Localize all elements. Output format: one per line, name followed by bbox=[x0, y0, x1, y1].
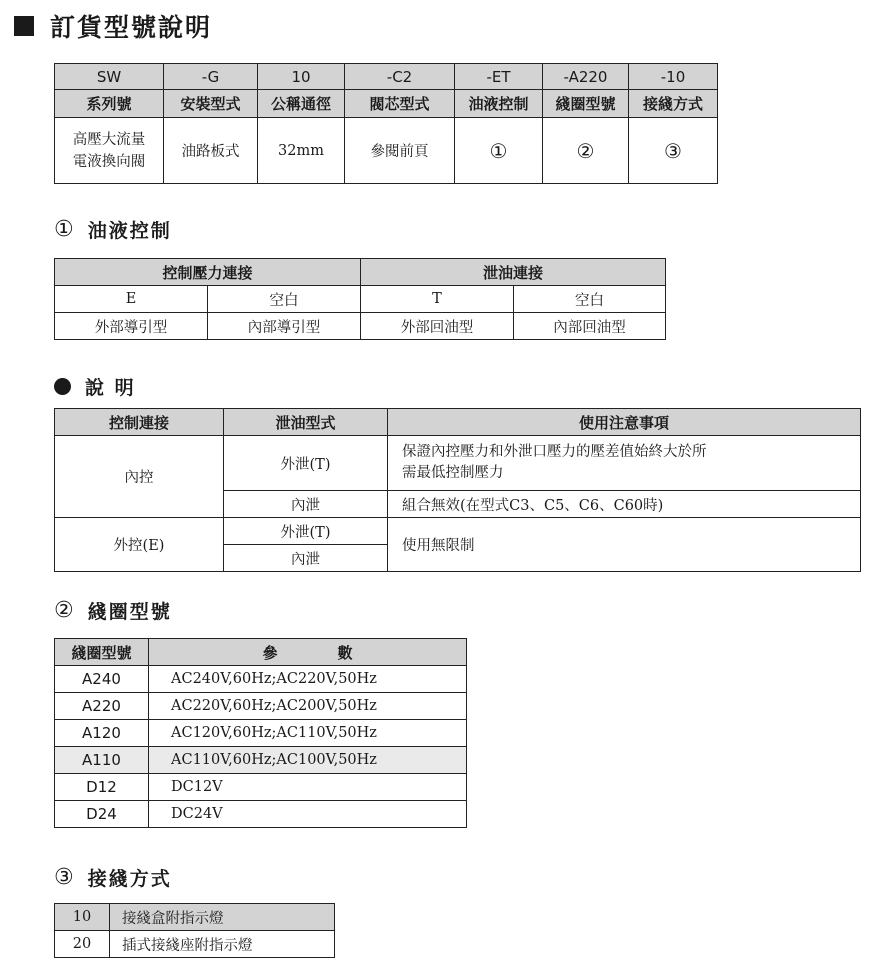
coil-table bbox=[54, 638, 467, 828]
section3-title: 接綫方式 bbox=[87, 868, 172, 890]
control-pressure-header: 控制壓力連接 bbox=[55, 259, 361, 286]
bullet-dot-icon bbox=[54, 378, 71, 395]
value-cell: ③ bbox=[629, 118, 718, 184]
value-cell: 參閱前頁 bbox=[345, 118, 455, 184]
oil-desc-cell: 內部導引型 bbox=[208, 313, 361, 340]
note-header-cell: 控制連接 bbox=[55, 409, 224, 436]
section2-heading bbox=[54, 597, 172, 624]
value-row bbox=[55, 118, 718, 184]
coil-param-cell: AC120V,60Hz;AC110V,50Hz bbox=[149, 720, 467, 747]
section3-marker: ③ bbox=[54, 865, 76, 890]
section1-marker: ① bbox=[54, 217, 76, 242]
coil-model-cell: A240 bbox=[55, 666, 149, 693]
external-control-cell: 外控(E) bbox=[55, 518, 224, 572]
name-cell: 安裝型式 bbox=[164, 90, 258, 118]
coil-model-cell: D24 bbox=[55, 801, 149, 828]
name-cell: 接綫方式 bbox=[629, 90, 718, 118]
coil-header-param: 參 數 bbox=[149, 639, 467, 666]
order-code-table bbox=[54, 63, 718, 184]
name-cell: 油液控制 bbox=[455, 90, 543, 118]
note-text-cell bbox=[388, 436, 861, 491]
code-cell: -G bbox=[164, 64, 258, 90]
page-title bbox=[14, 8, 212, 44]
value-cell: ① bbox=[455, 118, 543, 184]
section2-title: 綫圈型號 bbox=[87, 601, 172, 623]
note-header-cell: 使用注意事項 bbox=[388, 409, 861, 436]
value-line: 高壓大流量 bbox=[72, 131, 146, 148]
coil-param-cell: AC220V,60Hz;AC200V,50Hz bbox=[149, 693, 467, 720]
oil-desc-cell: 外部回油型 bbox=[361, 313, 514, 340]
coil-param-cell: AC240V,60Hz;AC220V,50Hz bbox=[149, 666, 467, 693]
table-row bbox=[55, 774, 467, 801]
name-cell: 公稱通徑 bbox=[258, 90, 345, 118]
value-cell bbox=[55, 118, 164, 184]
coil-param-cell: DC12V bbox=[149, 774, 467, 801]
square-bullet-icon bbox=[14, 16, 34, 36]
oil-code-cell: T bbox=[361, 286, 514, 313]
drain-type-cell: 內泄 bbox=[224, 491, 388, 518]
table-row bbox=[55, 931, 335, 958]
note-line: 需最低控制壓力 bbox=[402, 465, 504, 481]
table-row bbox=[55, 801, 467, 828]
note-text-cell: 組合無效(在型式C3、C5、C6、C60時) bbox=[388, 491, 861, 518]
oil-code-cell: 空白 bbox=[208, 286, 361, 313]
table-row bbox=[55, 904, 335, 931]
table-row bbox=[55, 693, 467, 720]
coil-model-cell: A120 bbox=[55, 720, 149, 747]
value-line: 電液換向閥 bbox=[72, 153, 146, 170]
oil-control-table bbox=[54, 258, 666, 340]
note-header-cell: 泄油型式 bbox=[224, 409, 388, 436]
note-line: 保證內控壓力和外泄口壓力的壓差值始終大於所 bbox=[402, 444, 707, 460]
table-row bbox=[55, 666, 467, 693]
name-cell: 閥芯型式 bbox=[345, 90, 455, 118]
code-cell: -ET bbox=[455, 64, 543, 90]
code-cell: 10 bbox=[258, 64, 345, 90]
code-cell: -C2 bbox=[345, 64, 455, 90]
name-row bbox=[55, 90, 718, 118]
code-row bbox=[55, 64, 718, 90]
coil-header-model: 綫圈型號 bbox=[55, 639, 149, 666]
oil-desc-cell: 外部導引型 bbox=[55, 313, 208, 340]
wiring-table bbox=[54, 903, 335, 958]
value-cell: 32mm bbox=[258, 118, 345, 184]
wiring-desc-cell: 接綫盒附指示燈 bbox=[110, 904, 335, 931]
note-table bbox=[54, 408, 861, 572]
name-cell: 綫圈型號 bbox=[543, 90, 629, 118]
section1-heading bbox=[54, 216, 172, 243]
section3-heading bbox=[54, 864, 172, 891]
section1-title: 油液控制 bbox=[87, 220, 172, 242]
oil-code-cell: E bbox=[55, 286, 208, 313]
name-cell: 系列號 bbox=[55, 90, 164, 118]
note-heading bbox=[54, 373, 136, 400]
wiring-code-cell: 20 bbox=[55, 931, 110, 958]
drain-connection-header: 泄油連接 bbox=[361, 259, 666, 286]
oil-desc-cell: 內部回油型 bbox=[514, 313, 666, 340]
code-cell: -10 bbox=[629, 64, 718, 90]
wiring-desc-cell: 插式接綫座附指示燈 bbox=[110, 931, 335, 958]
drain-type-cell: 外泄(T) bbox=[224, 518, 388, 545]
value-cell: 油路板式 bbox=[164, 118, 258, 184]
note-text-cell: 使用無限制 bbox=[388, 518, 861, 572]
drain-type-cell: 內泄 bbox=[224, 545, 388, 572]
table-row bbox=[55, 747, 467, 774]
coil-param-cell: DC24V bbox=[149, 801, 467, 828]
note-title: 說 明 bbox=[85, 377, 136, 399]
code-cell: -A220 bbox=[543, 64, 629, 90]
wiring-code-cell: 10 bbox=[55, 904, 110, 931]
drain-type-cell: 外泄(T) bbox=[224, 436, 388, 491]
coil-model-cell: D12 bbox=[55, 774, 149, 801]
section2-marker: ② bbox=[54, 598, 76, 623]
code-cell: SW bbox=[55, 64, 164, 90]
internal-control-cell: 內控 bbox=[55, 436, 224, 518]
coil-model-cell: A110 bbox=[55, 747, 149, 774]
value-cell: ② bbox=[543, 118, 629, 184]
oil-code-cell: 空白 bbox=[514, 286, 666, 313]
page-title-text: 訂貨型號說明 bbox=[50, 13, 213, 42]
coil-param-cell: AC110V,60Hz;AC100V,50Hz bbox=[149, 747, 467, 774]
coil-model-cell: A220 bbox=[55, 693, 149, 720]
table-row bbox=[55, 720, 467, 747]
